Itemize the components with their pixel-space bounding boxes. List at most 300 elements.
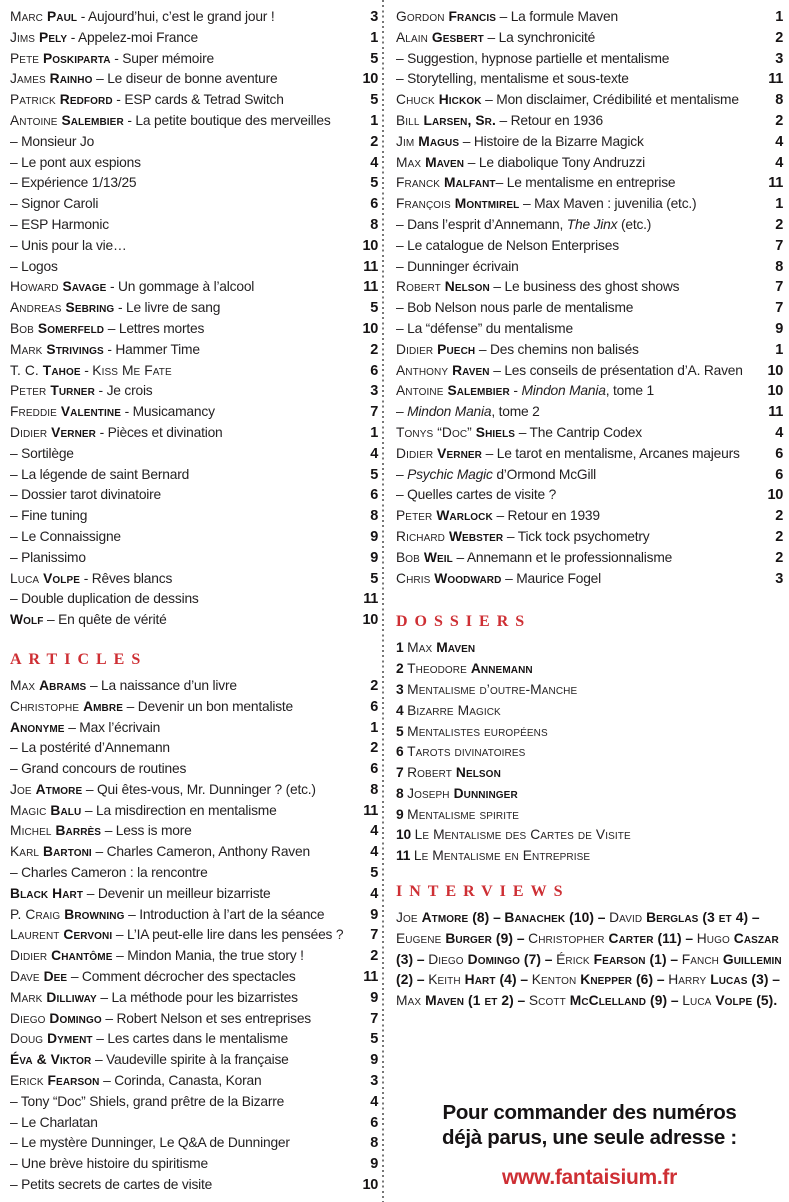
entry-issue-number: 11 [768, 175, 783, 192]
text-segment: Christophe [10, 698, 84, 714]
entry-text [10, 738, 358, 759]
text-segment: – Maurice Fogel [501, 570, 602, 586]
entry-text [10, 1009, 358, 1030]
entry-text [396, 49, 763, 70]
entry-issue-number: 11 [768, 404, 783, 421]
index-entry [396, 277, 783, 298]
dossier-item [396, 805, 783, 826]
text-segment: – Retour en 1939 [492, 508, 600, 524]
text-segment: – [594, 910, 610, 926]
text-segment: Alain [396, 29, 432, 45]
entry-issue-number: 2 [775, 216, 783, 233]
text-segment: Mindon Mania [521, 383, 606, 399]
text-segment: Wolf [10, 612, 44, 628]
entry-text [10, 90, 358, 111]
index-entry [10, 1175, 378, 1196]
text-segment: Erick [10, 1073, 48, 1089]
entry-text [10, 801, 358, 822]
text-segment: – Des chemins non balisés [475, 341, 639, 357]
index-entry [10, 423, 378, 444]
text-segment: Éva & Viktor [10, 1052, 92, 1068]
entry-issue-number: 5 [370, 92, 378, 109]
entry-issue-number: 11 [363, 591, 378, 608]
entry-issue-number: 1 [775, 196, 783, 213]
text-segment: Max [10, 677, 40, 693]
text-segment: – Les conseils de présentation d’A. Raven [489, 362, 743, 378]
entry-issue-number: 6 [370, 698, 378, 715]
index-entry [396, 465, 783, 486]
entry-issue-number: 10 [362, 237, 378, 254]
entry-text [10, 319, 358, 340]
text-segment: Tarots divinatoires [407, 744, 526, 760]
text-segment: Webster [448, 528, 504, 544]
index-entry [10, 863, 378, 884]
text-segment: 1 [396, 640, 408, 656]
text-segment: Redford [59, 92, 113, 108]
text-segment: Rainho [49, 71, 93, 87]
text-segment: – La synchronicité [483, 29, 596, 45]
text-segment: David [609, 910, 647, 926]
text-segment: – La “défense” du mentalisme [396, 320, 573, 336]
entry-text [10, 194, 358, 215]
entry-text [10, 1113, 358, 1134]
text-segment: – [489, 910, 505, 926]
entry-issue-number: 3 [370, 383, 378, 400]
entry-text [10, 277, 358, 298]
section-heading-interviews: INTERVIEWS [396, 883, 570, 901]
entry-text [396, 638, 783, 659]
entry-issue-number: 11 [363, 258, 378, 275]
text-segment: – [666, 951, 682, 967]
text-segment: Bob [10, 320, 38, 336]
entry-issue-number: 7 [370, 927, 378, 944]
text-segment: – En quête de vérité [43, 612, 167, 628]
dossier-item [396, 638, 783, 659]
entry-text [10, 153, 358, 174]
text-segment: – Une brève histoire du spiritisme [10, 1156, 208, 1172]
entry-text [396, 132, 763, 153]
text-segment: Antoine [10, 112, 62, 128]
text-segment: – [541, 951, 557, 967]
index-column-left [10, 7, 378, 1202]
index-entry [10, 236, 378, 257]
entry-text [10, 676, 358, 697]
index-entry [10, 842, 378, 863]
dossier-item [396, 680, 783, 701]
entry-text [10, 1050, 358, 1071]
text-segment: Black Hart [10, 885, 84, 901]
entry-text [10, 925, 358, 946]
text-segment: – [768, 972, 780, 988]
text-segment: - La petite boutique des merveilles [123, 112, 331, 128]
text-segment: – Dans l’esprit d’Annemann, [396, 216, 567, 232]
index-entry [10, 402, 378, 423]
text-segment: 5 [396, 723, 408, 739]
entry-issue-number: 10 [767, 362, 783, 379]
entry-issue-number: 2 [370, 677, 378, 694]
text-segment: Keith [428, 972, 465, 988]
index-entry [396, 111, 783, 132]
text-segment: Eugene [396, 930, 446, 946]
entry-text [396, 659, 783, 680]
entry-text [396, 763, 783, 784]
index-entry [396, 173, 783, 194]
entry-issue-number: 2 [775, 112, 783, 129]
text-segment: 3 [396, 681, 408, 697]
text-segment: Joe [396, 910, 422, 926]
index-entry [396, 298, 783, 319]
text-segment: Magic [10, 802, 51, 818]
index-entry [396, 236, 783, 257]
index-entry [10, 697, 378, 718]
text-segment: – Expérience 1/13/25 [10, 175, 137, 191]
text-segment: Marc [10, 9, 47, 24]
index-entry [10, 465, 378, 486]
entry-text [396, 257, 763, 278]
entry-text [396, 825, 783, 846]
entry-issue-number: 3 [775, 570, 783, 587]
text-segment: Mentalisme d’outre-Manche [407, 681, 578, 697]
entry-issue-number: 9 [370, 528, 378, 545]
index-entry [10, 738, 378, 759]
entry-text [10, 821, 358, 842]
text-segment: – Robert Nelson et ses entreprises [101, 1010, 312, 1026]
text-segment: Atmore [35, 781, 83, 797]
text-segment: Shiels [475, 424, 516, 440]
entry-issue-number: 6 [370, 196, 378, 213]
entry-text [396, 111, 763, 132]
text-segment: – Retour en 1936 [495, 112, 603, 128]
text-segment: 10 [396, 827, 415, 843]
text-segment: Franck [396, 175, 444, 191]
index-entry [10, 676, 378, 697]
text-segment: Nelson [455, 765, 501, 781]
text-segment: – [396, 404, 408, 420]
entry-text [10, 381, 358, 402]
website-url: www.fantaisium.fr [502, 1166, 677, 1190]
index-column-right-sections [396, 7, 783, 1012]
entry-issue-number: 5 [370, 175, 378, 192]
text-segment: Magus [418, 133, 460, 149]
text-segment: 11 [396, 848, 414, 864]
dossier-item [396, 701, 783, 722]
entry-issue-number: 2 [775, 528, 783, 545]
entry-text [10, 173, 358, 194]
text-segment: – Storytelling, mentalisme et sous-texte [396, 71, 629, 87]
entry-text [10, 298, 358, 319]
text-segment: Dunninger [453, 785, 518, 801]
text-segment: Verner [437, 445, 482, 461]
text-segment: – Bob Nelson nous parle de mentalisme [396, 300, 634, 316]
entry-text [396, 846, 783, 867]
text-segment: Atmore (8) [421, 910, 490, 926]
index-entry [10, 506, 378, 527]
dossier-item [396, 763, 783, 784]
text-segment: Gordon [396, 9, 449, 24]
text-segment: Nelson [444, 279, 490, 295]
text-segment: James [10, 71, 50, 87]
entry-text [396, 277, 763, 298]
text-segment: Knepper (6) [580, 972, 654, 988]
text-segment: – Tony “Doc” Shiels, grand prêtre de la Bizarre [10, 1093, 285, 1109]
index-entry [10, 485, 378, 506]
text-segment: Tahoe [42, 362, 81, 378]
text-segment: Max [396, 154, 426, 170]
entry-issue-number: 6 [370, 362, 378, 379]
entry-text [10, 946, 358, 967]
entry-text [396, 153, 763, 174]
entry-issue-number: 4 [370, 823, 378, 840]
index-entry [10, 988, 378, 1009]
entry-issue-number: 4 [370, 1093, 378, 1110]
index-entry [10, 215, 378, 236]
entry-issue-number: 7 [370, 404, 378, 421]
text-segment: – La misdirection en mentalisme [81, 802, 277, 818]
text-segment: - Aujourd’hui, c’est le grand jour ! [77, 9, 275, 24]
text-segment: Érick [556, 951, 594, 967]
text-segment: d’Ormond McGill [492, 466, 597, 482]
text-segment: Howard [10, 279, 63, 295]
index-entry [396, 153, 783, 174]
entry-issue-number: 11 [363, 969, 378, 986]
entry-issue-number: 5 [370, 50, 378, 67]
text-segment: 4 [396, 702, 408, 718]
entry-issue-number: 8 [370, 508, 378, 525]
index-entry [10, 946, 378, 967]
index-entry [10, 69, 378, 90]
text-segment: Fearson [47, 1073, 100, 1089]
entry-issue-number: 11 [768, 71, 783, 88]
entry-text [10, 905, 358, 926]
text-segment: Savage [62, 279, 107, 295]
entry-issue-number: 7 [775, 237, 783, 254]
text-segment: – Introduction à l’art de la séance [124, 906, 325, 922]
index-entry [396, 569, 783, 590]
text-segment: Woodward [434, 570, 502, 586]
text-segment: Harry [668, 972, 711, 988]
text-segment: Diego [428, 951, 468, 967]
text-segment: Pete [10, 50, 43, 66]
text-segment: – Devenir un bon mentaliste [122, 698, 294, 714]
text-segment: Volpe [43, 570, 81, 586]
entry-text [10, 485, 358, 506]
entry-issue-number: 7 [370, 1010, 378, 1027]
text-segment: Theodore [407, 661, 471, 677]
text-segment: Christopher [528, 930, 609, 946]
text-segment: – [516, 972, 532, 988]
text-segment: Psychic Magic [407, 466, 493, 482]
text-segment: Salembier [61, 112, 124, 128]
text-segment: Mentalisme spirite [407, 806, 520, 822]
text-segment: – Quelles cartes de visite ? [396, 487, 557, 503]
text-segment: Didier [396, 445, 438, 461]
text-segment: – [513, 993, 529, 1009]
text-segment: (etc.) [617, 216, 652, 232]
order-info-line1: Pour commander des numéros [442, 1101, 737, 1125]
entry-issue-number: 1 [775, 341, 783, 358]
text-segment: – Les cartes dans le mentalisme [92, 1031, 288, 1047]
index-entry [396, 7, 783, 28]
text-segment: Hart (4) [464, 972, 517, 988]
text-segment: Turner [50, 383, 95, 399]
entry-issue-number: 6 [775, 445, 783, 462]
text-segment: - Rêves blancs [80, 570, 173, 586]
dossier-item [396, 784, 783, 805]
text-segment: – La formule Maven [495, 9, 618, 24]
entry-text [10, 1029, 358, 1050]
entry-text [396, 215, 763, 236]
entry-text [396, 805, 783, 826]
entry-text [10, 527, 358, 548]
text-segment: - Pièces et divination [95, 424, 223, 440]
text-segment: – Fine tuning [10, 508, 88, 524]
text-segment: Robert [407, 765, 456, 781]
entry-text [10, 402, 358, 423]
text-segment: Dilliway [46, 989, 97, 1005]
text-segment: – The Cantrip Codex [515, 424, 642, 440]
index-entry [10, 7, 378, 28]
text-segment: – Le pont aux espions [10, 154, 141, 170]
index-entry [10, 49, 378, 70]
text-segment: Jims [10, 29, 40, 45]
text-segment: – [413, 972, 429, 988]
entry-issue-number: 4 [370, 885, 378, 902]
entry-text [396, 722, 783, 743]
text-segment: – [681, 930, 697, 946]
entry-issue-number: 3 [775, 50, 783, 67]
index-entry [10, 1133, 378, 1154]
index-entry [396, 90, 783, 111]
text-segment: – Monsieur Jo [10, 133, 95, 149]
text-segment: Balu [50, 802, 82, 818]
text-segment: Hickok [438, 92, 482, 108]
text-segment: Malfant [443, 175, 496, 191]
text-segment: – Le Connaissigne [10, 528, 121, 544]
text-segment: Carter (11) [608, 930, 682, 946]
entry-issue-number: 1 [370, 719, 378, 736]
index-entry [10, 90, 378, 111]
text-segment: Freddie [10, 404, 61, 420]
entry-issue-number: 10 [362, 320, 378, 337]
entry-text [10, 842, 358, 863]
index-entry [10, 28, 378, 49]
entry-issue-number: 8 [775, 92, 783, 109]
text-segment: – Corinda, Canasta, Koran [99, 1073, 262, 1089]
text-segment: , tome 1 [605, 383, 654, 399]
text-segment: - [509, 383, 522, 399]
entry-text [10, 340, 358, 361]
text-segment: Somerfeld [37, 320, 105, 336]
entry-text [10, 1154, 358, 1175]
text-segment: – La postérité d’Annemann [10, 740, 170, 756]
entry-text [396, 381, 763, 402]
entry-issue-number: 9 [370, 1052, 378, 1069]
text-segment: Antoine [396, 383, 448, 399]
text-segment: Kenton [531, 972, 581, 988]
entry-issue-number: 2 [775, 29, 783, 46]
entry-issue-number: 6 [775, 466, 783, 483]
text-segment: Mentalistes européens [407, 723, 548, 739]
index-entry [396, 506, 783, 527]
text-segment: – Le tarot en mentalisme, Arcanes majeurs [481, 445, 740, 461]
text-segment: – Grand concours de routines [10, 761, 187, 777]
text-segment: - Un gommage à l’alcool [106, 279, 255, 295]
index-column-right [396, 7, 783, 1202]
index-entry [396, 194, 783, 215]
text-segment: – [413, 951, 429, 967]
section-heading-articles: ARTICLES [10, 650, 148, 668]
index-entry [396, 340, 783, 361]
entry-text [10, 697, 358, 718]
text-segment: – [667, 993, 683, 1009]
text-segment: Banachek (10) [504, 910, 595, 926]
text-segment: Bizarre Magick [407, 702, 501, 718]
text-segment: – Le business des ghost shows [489, 279, 680, 295]
text-segment: Michel [10, 823, 56, 839]
text-segment: Weil [423, 549, 453, 565]
text-segment: – Devenir un meilleur bizarriste [83, 885, 271, 901]
text-segment: Hugo [696, 930, 734, 946]
entry-issue-number: 1 [775, 9, 783, 25]
entry-issue-number: 10 [362, 1177, 378, 1194]
text-segment: – [513, 930, 529, 946]
entry-text [396, 7, 763, 28]
index-entry [10, 340, 378, 361]
entry-text [396, 361, 763, 382]
text-segment: Dee [43, 969, 68, 985]
entry-issue-number: 9 [370, 989, 378, 1006]
entry-text [396, 680, 783, 701]
text-segment: Joseph [407, 785, 454, 801]
text-segment: - Je crois [94, 383, 153, 399]
index-entry [10, 1154, 378, 1175]
entry-text [396, 173, 763, 194]
text-segment: Fearson (1) [593, 951, 667, 967]
text-segment: Berglas (3 et 4) [646, 910, 749, 926]
text-segment: - Musicamancy [120, 404, 215, 420]
text-segment: – Qui êtes-vous, Mr. Dunninger ? (etc.) [82, 781, 316, 797]
index-entry [396, 28, 783, 49]
column-divider [382, 0, 384, 1202]
text-segment: – Sortilège [10, 445, 74, 461]
entry-text [10, 28, 358, 49]
entry-issue-number: 2 [370, 740, 378, 757]
entry-text [10, 589, 358, 610]
entry-issue-number: 9 [775, 320, 783, 337]
dossier-item [396, 659, 783, 680]
text-segment: 2 [396, 661, 408, 677]
index-entry [10, 718, 378, 739]
text-segment: Caszar (3) [396, 930, 779, 967]
text-segment: – Mindon Mania, the true story ! [112, 948, 304, 964]
order-info-block [396, 1100, 783, 1150]
text-segment: Richard [396, 528, 449, 544]
index-entry [10, 1071, 378, 1092]
index-entry [396, 69, 783, 90]
text-segment: Verner [51, 424, 96, 440]
entry-text [10, 132, 358, 153]
index-entry [10, 444, 378, 465]
entry-issue-number: 2 [370, 341, 378, 358]
text-segment: Robert [396, 279, 445, 295]
index-entry [10, 1050, 378, 1071]
entry-issue-number: 10 [362, 71, 378, 88]
entry-issue-number: 1 [370, 29, 378, 46]
text-segment: – Le Charlatan [10, 1114, 98, 1130]
text-segment: – La naissance d’un livre [86, 677, 237, 693]
entry-text [396, 402, 763, 423]
entry-text [10, 236, 358, 257]
